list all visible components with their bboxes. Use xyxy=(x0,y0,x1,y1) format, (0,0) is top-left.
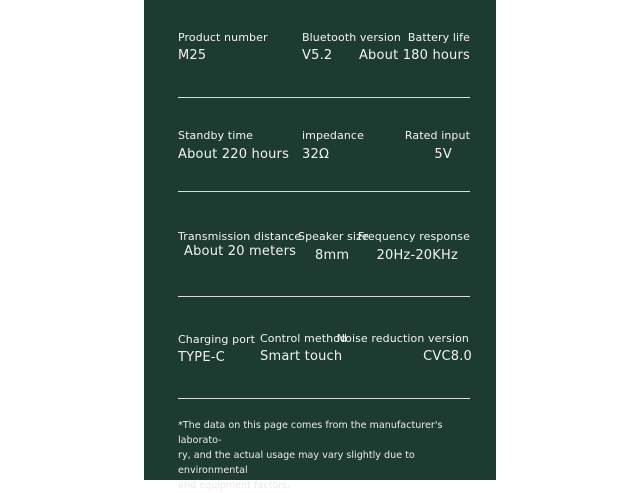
battery-life-label: Battery life xyxy=(407,31,470,44)
bluetooth-version-label: Bluetooth version xyxy=(302,31,401,44)
footnote-line-2: ry, and the actual usage may vary slightly due to environmental xyxy=(178,450,415,476)
charging-port-value: TYPE-C xyxy=(178,350,225,365)
product-number-label: Product number xyxy=(178,31,268,44)
noise-reduction-value: CVC8.0 xyxy=(423,349,472,364)
footnote xyxy=(178,418,470,493)
divider-1 xyxy=(178,97,470,98)
footnote-line-3: and equipment factors. xyxy=(178,480,291,491)
impedance-value: 32Ω xyxy=(302,147,330,162)
rated-input-label: Rated input xyxy=(404,129,470,142)
frequency-response-value: 20Hz-20KHz xyxy=(376,248,458,263)
divider-4 xyxy=(178,398,470,399)
divider-2 xyxy=(178,191,470,192)
charging-port-label: Charging port xyxy=(178,333,256,346)
product-number-value: M25 xyxy=(178,48,207,63)
bluetooth-version-value: V5.2 xyxy=(302,48,333,63)
spec-panel xyxy=(144,0,496,491)
control-method-label: Control method xyxy=(260,332,348,345)
frequency-response-label: Frequency response xyxy=(357,230,470,243)
speaker-size-value: 8mm xyxy=(315,248,350,263)
footnote-line-1: *The data on this page comes from the manufacturer's laborato- xyxy=(178,420,443,446)
divider-3 xyxy=(178,296,470,297)
standby-time-label: Standby time xyxy=(178,129,254,142)
standby-time-value: About 220 hours xyxy=(178,147,290,162)
battery-life-value: About 180 hours xyxy=(358,48,470,63)
rated-input-value: 5V xyxy=(434,147,452,162)
impedance-label: impedance xyxy=(302,129,364,142)
speaker-size-label: Speaker size xyxy=(298,230,369,243)
noise-reduction-label: Noise reduction version xyxy=(336,332,469,345)
transmission-distance-value: About 20 meters xyxy=(184,244,297,259)
control-method-value: Smart touch xyxy=(260,349,343,364)
transmission-distance-label: Transmission distance xyxy=(178,230,302,243)
